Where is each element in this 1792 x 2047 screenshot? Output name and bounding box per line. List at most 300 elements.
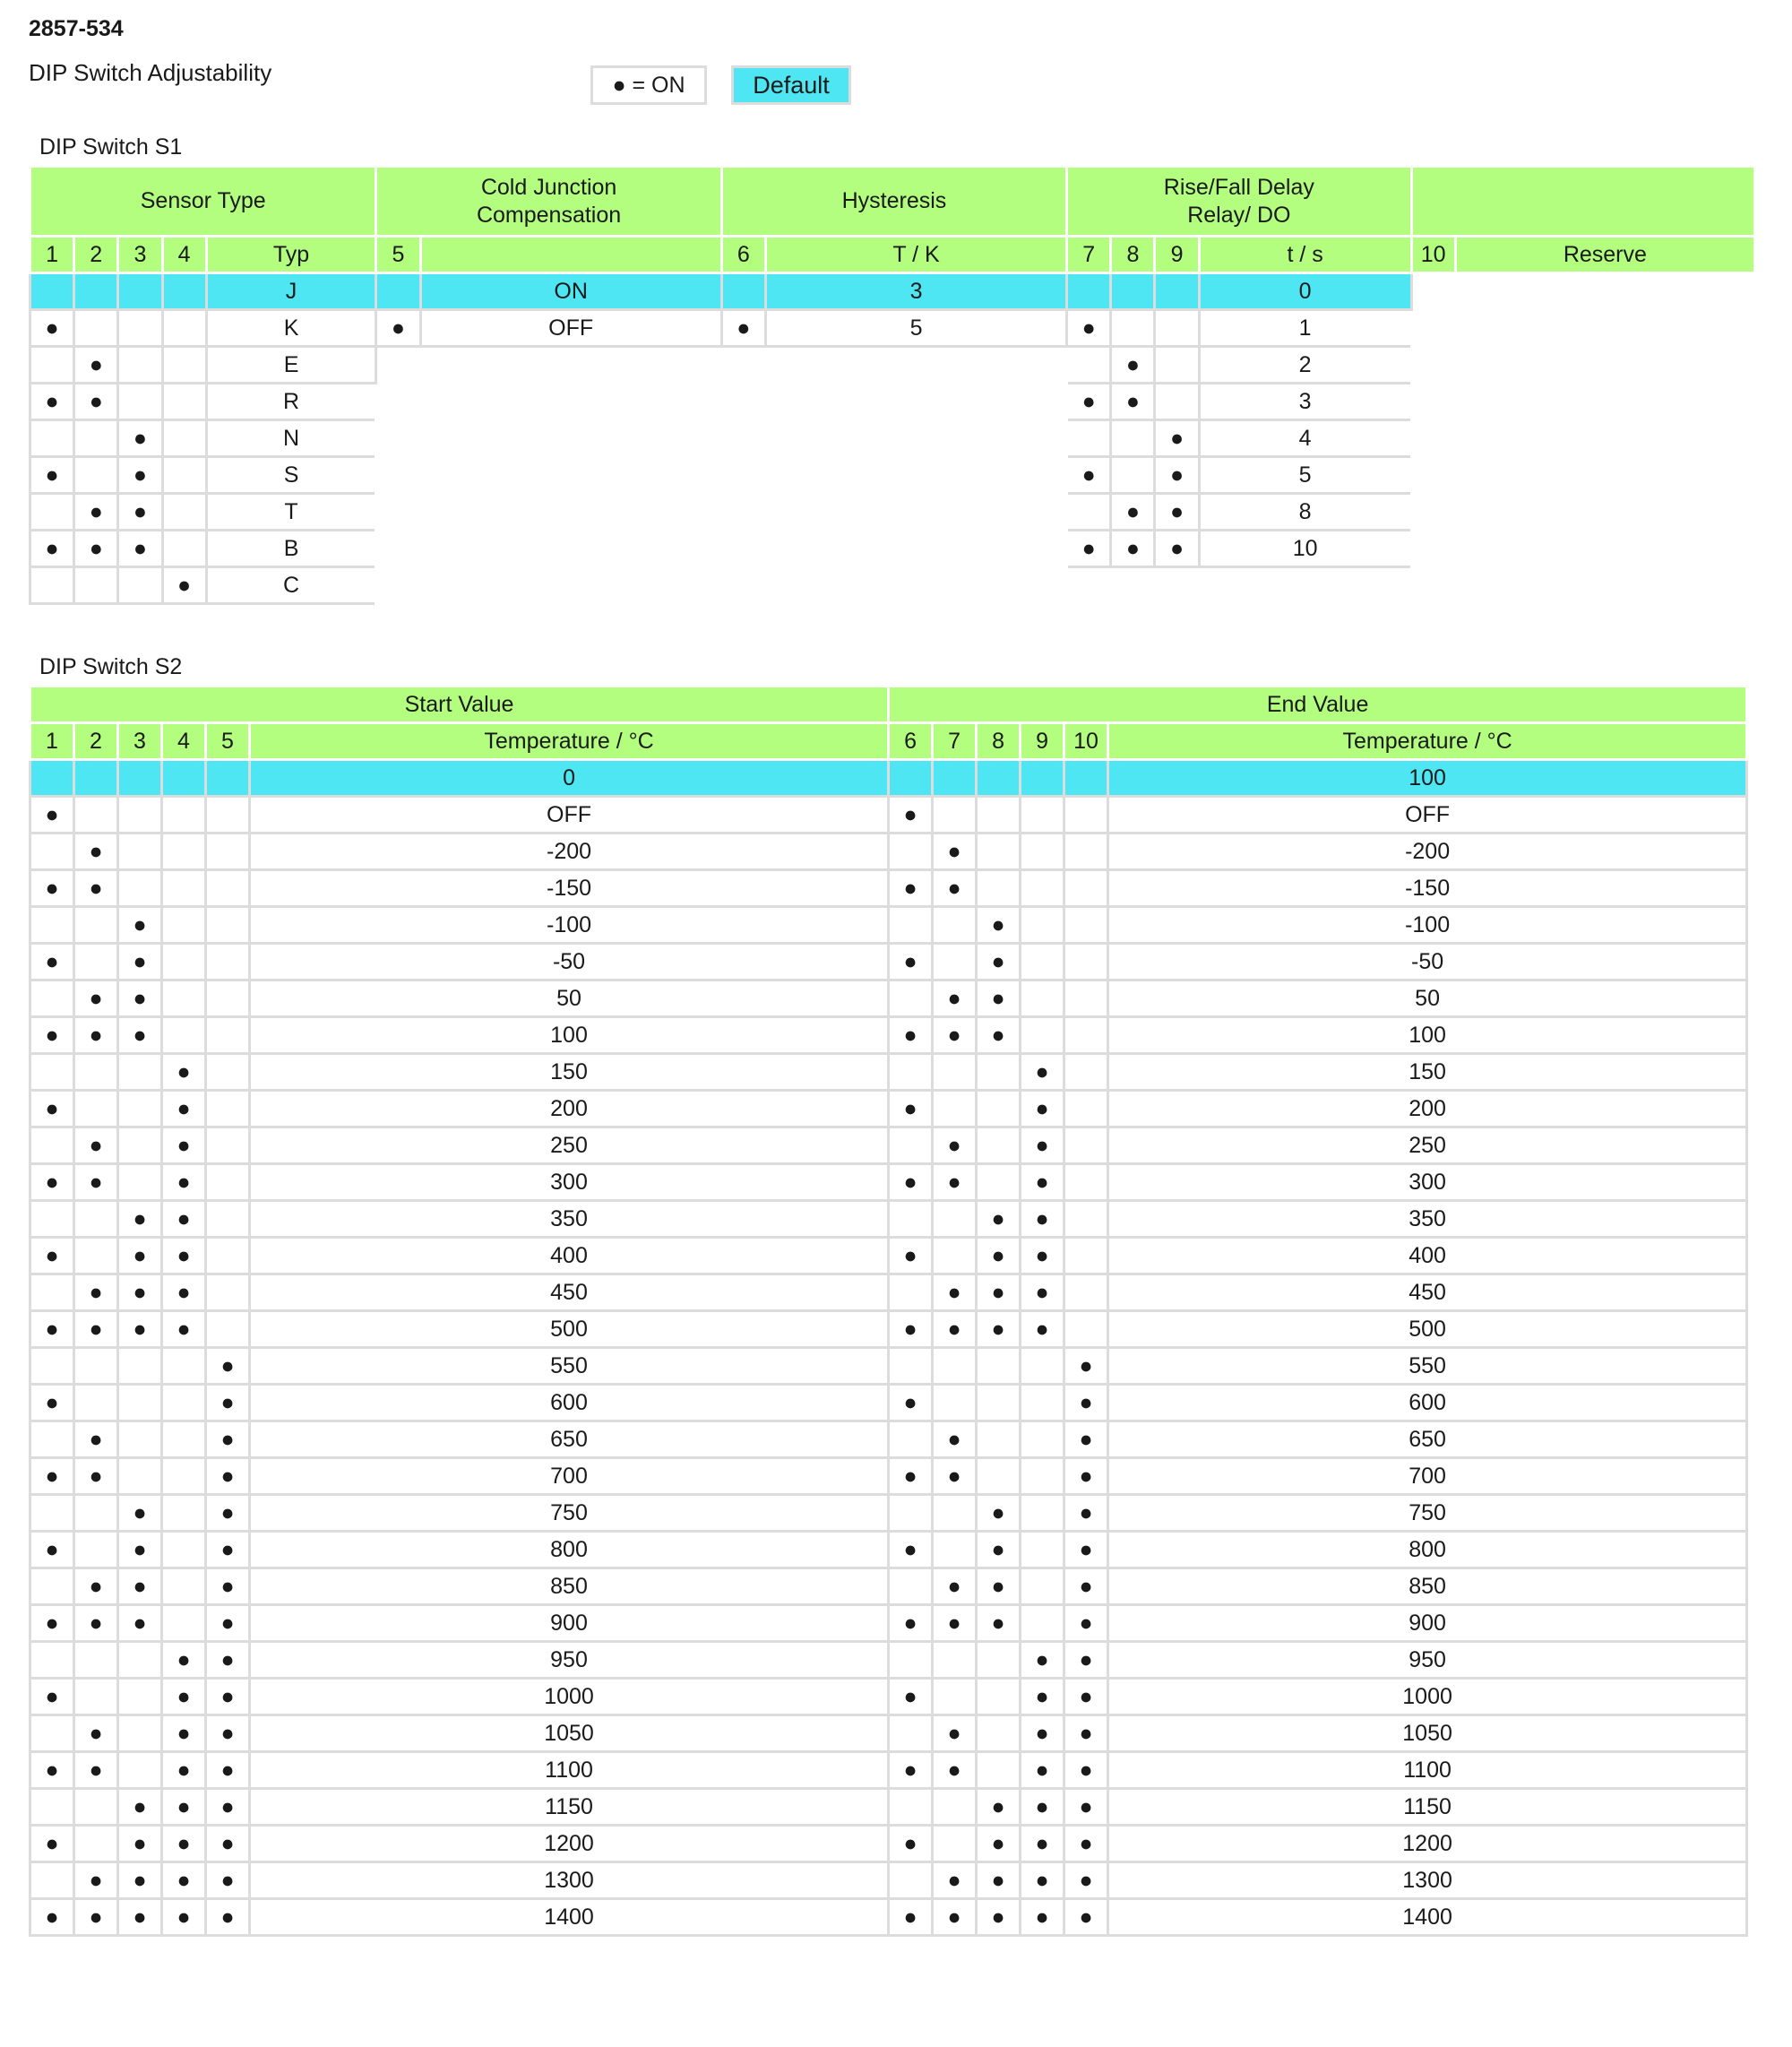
product-code: 2857-534 — [29, 16, 124, 41]
s2-col-sw2: 2 — [74, 723, 118, 760]
switch-dot: ● — [889, 1679, 933, 1715]
switch-dot: ● — [74, 531, 118, 567]
switch-dot — [1064, 870, 1108, 907]
switch-dot — [977, 1164, 1021, 1201]
switch-dot: ● — [933, 1752, 977, 1789]
s2-col-sw6: 6 — [889, 723, 933, 760]
s2-col-sw8: 8 — [977, 723, 1021, 760]
switch-dot — [977, 1715, 1021, 1752]
switch-dot: ● — [889, 797, 933, 833]
switch-dot — [1064, 1201, 1108, 1238]
table-row — [30, 1421, 1747, 1458]
switch-dot: ● — [206, 1679, 250, 1715]
switch-dot — [206, 760, 250, 797]
switch-dot: ● — [1021, 1054, 1064, 1091]
switch-dot: ● — [1021, 1826, 1064, 1862]
switch-dot: ● — [889, 1091, 933, 1127]
switch-dot — [889, 1568, 933, 1605]
switch-dot — [1064, 1054, 1108, 1091]
switch-dot: ● — [74, 384, 118, 420]
end-temperature: 550 — [1108, 1348, 1747, 1385]
switch-dot: ● — [1021, 1752, 1064, 1789]
switch-dot — [74, 1385, 118, 1421]
switch-dot — [1064, 1091, 1108, 1127]
switch-dot: ● — [206, 1532, 250, 1568]
end-temperature: 1100 — [1108, 1752, 1747, 1789]
switch-dot — [977, 1127, 1021, 1164]
switch-dot: ● — [206, 1495, 250, 1532]
switch-dot — [74, 1238, 118, 1274]
switch-dot — [162, 870, 206, 907]
switch-dot — [162, 531, 206, 567]
switch-dot: ● — [118, 1495, 162, 1532]
end-temperature: 650 — [1108, 1421, 1747, 1458]
end-temperature: 250 — [1108, 1127, 1747, 1164]
end-temperature: 900 — [1108, 1605, 1747, 1642]
switch-dot: ● — [933, 870, 977, 907]
switch-dot — [933, 1385, 977, 1421]
switch-dot: ● — [933, 1605, 977, 1642]
end-temperature: 800 — [1108, 1532, 1747, 1568]
switch-dot — [74, 567, 118, 604]
table-row — [30, 1238, 1747, 1274]
switch-dot — [1067, 347, 1111, 384]
switch-dot — [977, 1752, 1021, 1789]
switch-dot: ● — [74, 1164, 118, 1201]
switch-dot: ● — [30, 870, 74, 907]
switch-dot: ● — [933, 1421, 977, 1458]
switch-dot: ● — [30, 1385, 74, 1421]
switch-dot — [118, 384, 162, 420]
switch-dot — [118, 833, 162, 870]
switch-dot: ● — [74, 1274, 118, 1311]
switch-dot — [1021, 870, 1064, 907]
switch-dot — [206, 1054, 250, 1091]
switch-dot: ● — [30, 1679, 74, 1715]
switch-dot — [933, 1789, 977, 1826]
table-row — [30, 1311, 1747, 1348]
switch-dot: ● — [1155, 457, 1199, 494]
switch-dot — [30, 1421, 74, 1458]
delay-value: 2 — [1199, 347, 1411, 384]
switch-dot — [162, 833, 206, 870]
switch-dot — [30, 1715, 74, 1752]
switch-dot — [977, 1421, 1021, 1458]
start-temperature: 650 — [250, 1421, 889, 1458]
switch-dot — [977, 1348, 1021, 1385]
switch-dot — [977, 833, 1021, 870]
s1-col-typ: Typ — [206, 237, 376, 273]
switch-dot — [1064, 1274, 1108, 1311]
legend-on: ● = ON — [590, 65, 707, 105]
end-temperature: 700 — [1108, 1458, 1747, 1495]
switch-dot — [1021, 1568, 1064, 1605]
switch-dot — [74, 1091, 118, 1127]
switch-dot: ● — [889, 1164, 933, 1201]
switch-dot: ● — [933, 1311, 977, 1348]
end-temperature: 1150 — [1108, 1789, 1747, 1826]
switch-dot: ● — [118, 1311, 162, 1348]
switch-dot — [977, 870, 1021, 907]
switch-dot: ● — [74, 1421, 118, 1458]
switch-dot — [1064, 980, 1108, 1017]
switch-dot — [74, 1826, 118, 1862]
switch-dot — [1021, 797, 1064, 833]
switch-dot — [206, 833, 250, 870]
switch-dot — [162, 760, 206, 797]
start-temperature: -100 — [250, 907, 889, 944]
switch-dot: ● — [30, 384, 74, 420]
switch-dot: ● — [162, 1054, 206, 1091]
switch-dot — [933, 1495, 977, 1532]
switch-dot: ● — [30, 310, 74, 347]
switch-dot — [30, 567, 74, 604]
switch-dot: ● — [1021, 1862, 1064, 1899]
start-temperature: -200 — [250, 833, 889, 870]
switch-dot: ● — [1064, 1862, 1108, 1899]
end-temperature: 400 — [1108, 1238, 1747, 1274]
start-temperature: 100 — [250, 1017, 889, 1054]
table-row — [30, 1201, 1747, 1238]
switch-dot: ● — [977, 1862, 1021, 1899]
s1-col-sw5: 5 — [376, 237, 420, 273]
switch-dot — [162, 1017, 206, 1054]
switch-dot: ● — [162, 1642, 206, 1679]
switch-dot: ● — [30, 457, 74, 494]
switch-dot — [118, 1348, 162, 1385]
switch-dot — [1064, 1017, 1108, 1054]
start-temperature: 800 — [250, 1532, 889, 1568]
switch-dot: ● — [30, 1532, 74, 1568]
switch-dot — [889, 1715, 933, 1752]
s1-title: DIP Switch S1 — [39, 134, 183, 160]
switch-dot — [206, 1091, 250, 1127]
switch-dot — [118, 1091, 162, 1127]
switch-dot: ● — [1064, 1532, 1108, 1568]
switch-dot: ● — [162, 1715, 206, 1752]
switch-dot — [162, 1421, 206, 1458]
switch-dot: ● — [118, 907, 162, 944]
switch-dot: ● — [206, 1789, 250, 1826]
switch-dot — [74, 760, 118, 797]
switch-dot: ● — [206, 1385, 250, 1421]
sensor-type: B — [206, 531, 376, 567]
switch-dot: ● — [889, 1826, 933, 1862]
switch-dot: ● — [889, 1532, 933, 1568]
switch-dot — [933, 797, 977, 833]
start-temperature: 700 — [250, 1458, 889, 1495]
switch-dot: ● — [118, 1899, 162, 1936]
switch-dot: ● — [1067, 457, 1111, 494]
switch-dot: ● — [118, 1201, 162, 1238]
delay-value: 10 — [1199, 531, 1411, 567]
s1-group-cold-junction: Cold Junction Compensation — [376, 167, 721, 237]
switch-dot: ● — [933, 1715, 977, 1752]
switch-dot: ● — [1021, 1274, 1064, 1311]
switch-dot — [118, 347, 162, 384]
switch-dot — [118, 797, 162, 833]
switch-dot — [30, 420, 74, 457]
switch-dot — [889, 1274, 933, 1311]
switch-dot: ● — [977, 907, 1021, 944]
table-row — [30, 1789, 1747, 1826]
switch-dot — [977, 1642, 1021, 1679]
start-temperature: 50 — [250, 980, 889, 1017]
switch-dot — [1155, 384, 1199, 420]
switch-dot — [162, 907, 206, 944]
switch-dot: ● — [977, 1311, 1021, 1348]
switch-dot: ● — [1021, 1201, 1064, 1238]
start-temperature: 500 — [250, 1311, 889, 1348]
sensor-type: T — [206, 494, 376, 531]
switch-dot — [118, 1752, 162, 1789]
switch-dot: ● — [1111, 347, 1155, 384]
table-row — [30, 1385, 1747, 1421]
switch-dot — [1021, 1458, 1064, 1495]
switch-dot — [1064, 833, 1108, 870]
switch-dot: ● — [118, 980, 162, 1017]
switch-dot: ● — [206, 1605, 250, 1642]
empty-area — [376, 347, 1067, 604]
switch-dot — [977, 1385, 1021, 1421]
switch-dot — [206, 1311, 250, 1348]
switch-dot: ● — [977, 1568, 1021, 1605]
switch-dot — [162, 384, 206, 420]
switch-dot — [1155, 310, 1199, 347]
table-row — [30, 980, 1747, 1017]
end-temperature: 100 — [1108, 760, 1747, 797]
switch-dot — [206, 797, 250, 833]
switch-dot — [1064, 1311, 1108, 1348]
sensor-type: C — [206, 567, 376, 604]
s2-col-sw1: 1 — [30, 723, 74, 760]
switch-dot: ● — [889, 944, 933, 980]
table-row — [30, 1348, 1747, 1385]
switch-dot: ● — [74, 980, 118, 1017]
table-row — [30, 1752, 1747, 1789]
switch-dot: ● — [118, 1789, 162, 1826]
hysteresis-value: 3 — [765, 273, 1066, 310]
start-temperature: 1100 — [250, 1752, 889, 1789]
switch-dot — [933, 944, 977, 980]
switch-dot — [1021, 1421, 1064, 1458]
switch-dot — [30, 1348, 74, 1385]
s1-col-sw7: 7 — [1067, 237, 1111, 273]
sensor-type: J — [206, 273, 376, 310]
s1-col-sw3: 3 — [118, 237, 162, 273]
switch-dot — [1021, 1532, 1064, 1568]
switch-dot — [376, 273, 420, 310]
sensor-type: E — [206, 347, 376, 384]
switch-dot — [206, 907, 250, 944]
switch-dot — [1021, 760, 1064, 797]
switch-dot — [118, 1642, 162, 1679]
switch-dot — [1021, 1385, 1064, 1421]
end-temperature: -150 — [1108, 870, 1747, 907]
switch-dot — [118, 1458, 162, 1495]
start-temperature: 750 — [250, 1495, 889, 1532]
switch-dot: ● — [162, 1899, 206, 1936]
switch-dot: ● — [1064, 1568, 1108, 1605]
switch-dot — [74, 1789, 118, 1826]
switch-dot — [30, 1495, 74, 1532]
table-row — [30, 1679, 1747, 1715]
switch-dot: ● — [74, 1752, 118, 1789]
s1-group-empty — [1411, 167, 1754, 237]
switch-dot: ● — [162, 1091, 206, 1127]
switch-dot: ● — [118, 457, 162, 494]
switch-dot — [30, 273, 74, 310]
switch-dot: ● — [206, 1458, 250, 1495]
end-temperature: -100 — [1108, 907, 1747, 944]
switch-dot — [933, 1826, 977, 1862]
switch-dot: ● — [30, 1752, 74, 1789]
s1-col-sw2: 2 — [74, 237, 118, 273]
end-temperature: -50 — [1108, 944, 1747, 980]
switch-dot: ● — [118, 1862, 162, 1899]
switch-dot: ● — [162, 1127, 206, 1164]
end-temperature: 50 — [1108, 980, 1747, 1017]
s2-col-sw4: 4 — [162, 723, 206, 760]
switch-dot: ● — [1021, 1679, 1064, 1715]
switch-dot — [118, 1679, 162, 1715]
switch-dot — [162, 1495, 206, 1532]
switch-dot: ● — [977, 1532, 1021, 1568]
start-temperature: 950 — [250, 1642, 889, 1679]
start-temperature: 850 — [250, 1568, 889, 1605]
switch-dot: ● — [118, 1532, 162, 1568]
switch-dot: ● — [977, 1238, 1021, 1274]
switch-dot: ● — [1064, 1826, 1108, 1862]
switch-dot: ● — [977, 1899, 1021, 1936]
switch-dot — [1067, 494, 1111, 531]
switch-dot — [162, 1385, 206, 1421]
switch-dot — [162, 944, 206, 980]
table-row — [30, 1127, 1747, 1164]
start-temperature: 1400 — [250, 1899, 889, 1936]
switch-dot: ● — [162, 1238, 206, 1274]
switch-dot: ● — [118, 1017, 162, 1054]
switch-dot: ● — [74, 1458, 118, 1495]
s1-col-ts: t / s — [1199, 237, 1411, 273]
end-temperature: 200 — [1108, 1091, 1747, 1127]
switch-dot — [1064, 1238, 1108, 1274]
switch-dot — [118, 1715, 162, 1752]
switch-dot — [933, 1091, 977, 1127]
switch-dot — [1021, 944, 1064, 980]
table-row — [30, 907, 1747, 944]
switch-dot: ● — [206, 1568, 250, 1605]
s1-col-tk: T / K — [765, 237, 1066, 273]
switch-dot — [1021, 1495, 1064, 1532]
s2-col-sw5: 5 — [206, 723, 250, 760]
switch-dot — [74, 1201, 118, 1238]
switch-dot: ● — [74, 347, 118, 384]
switch-dot — [889, 1862, 933, 1899]
switch-dot — [977, 760, 1021, 797]
sensor-type: N — [206, 420, 376, 457]
switch-dot — [162, 797, 206, 833]
switch-dot — [933, 1642, 977, 1679]
switch-dot: ● — [162, 1274, 206, 1311]
switch-dot: ● — [118, 1238, 162, 1274]
table-row — [30, 1862, 1747, 1899]
switch-dot: ● — [1064, 1458, 1108, 1495]
start-temperature: 400 — [250, 1238, 889, 1274]
switch-dot — [1111, 273, 1155, 310]
switch-dot: ● — [933, 980, 977, 1017]
switch-dot — [206, 980, 250, 1017]
switch-dot: ● — [118, 494, 162, 531]
switch-dot: ● — [118, 944, 162, 980]
start-temperature: 1150 — [250, 1789, 889, 1826]
switch-dot: ● — [376, 310, 420, 347]
table-row — [30, 797, 1747, 833]
end-temperature: 350 — [1108, 1201, 1747, 1238]
table-row — [30, 1017, 1747, 1054]
switch-dot — [30, 1789, 74, 1826]
end-temperature: 150 — [1108, 1054, 1747, 1091]
switch-dot — [30, 1127, 74, 1164]
start-temperature: 350 — [250, 1201, 889, 1238]
switch-dot — [889, 1348, 933, 1385]
switch-dot: ● — [1021, 1642, 1064, 1679]
switch-dot — [721, 273, 765, 310]
switch-dot — [933, 1679, 977, 1715]
switch-dot: ● — [1067, 310, 1111, 347]
switch-dot: ● — [977, 1495, 1021, 1532]
switch-dot: ● — [1064, 1605, 1108, 1642]
table-row — [30, 1458, 1747, 1495]
s1-col-sw9: 9 — [1155, 237, 1199, 273]
switch-dot — [74, 457, 118, 494]
switch-dot — [74, 273, 118, 310]
switch-dot — [118, 310, 162, 347]
switch-dot: ● — [74, 1899, 118, 1936]
switch-dot: ● — [206, 1348, 250, 1385]
table-row — [30, 1274, 1747, 1311]
switch-dot: ● — [721, 310, 765, 347]
s1-col-reserve: Reserve — [1455, 237, 1754, 273]
switch-dot: ● — [162, 1789, 206, 1826]
switch-dot: ● — [1021, 1311, 1064, 1348]
switch-dot — [118, 870, 162, 907]
switch-dot: ● — [889, 1017, 933, 1054]
switch-dot — [1111, 310, 1155, 347]
switch-dot: ● — [977, 980, 1021, 1017]
switch-dot — [74, 1348, 118, 1385]
start-temperature: 1000 — [250, 1679, 889, 1715]
s2-col-sw9: 9 — [1021, 723, 1064, 760]
page-subtitle: DIP Switch Adjustability — [29, 59, 272, 86]
start-temperature: 900 — [250, 1605, 889, 1642]
switch-dot: ● — [933, 1127, 977, 1164]
s2-col-sw7: 7 — [933, 723, 977, 760]
start-temperature: OFF — [250, 797, 889, 833]
table-row — [30, 944, 1747, 980]
switch-dot — [30, 760, 74, 797]
switch-dot — [889, 760, 933, 797]
table-row — [30, 1495, 1747, 1532]
switch-dot — [889, 980, 933, 1017]
switch-dot — [1111, 457, 1155, 494]
table-row — [30, 870, 1747, 907]
switch-dot — [889, 1421, 933, 1458]
switch-dot — [162, 1605, 206, 1642]
end-temperature: 850 — [1108, 1568, 1747, 1605]
switch-dot: ● — [162, 1752, 206, 1789]
switch-dot: ● — [74, 833, 118, 870]
